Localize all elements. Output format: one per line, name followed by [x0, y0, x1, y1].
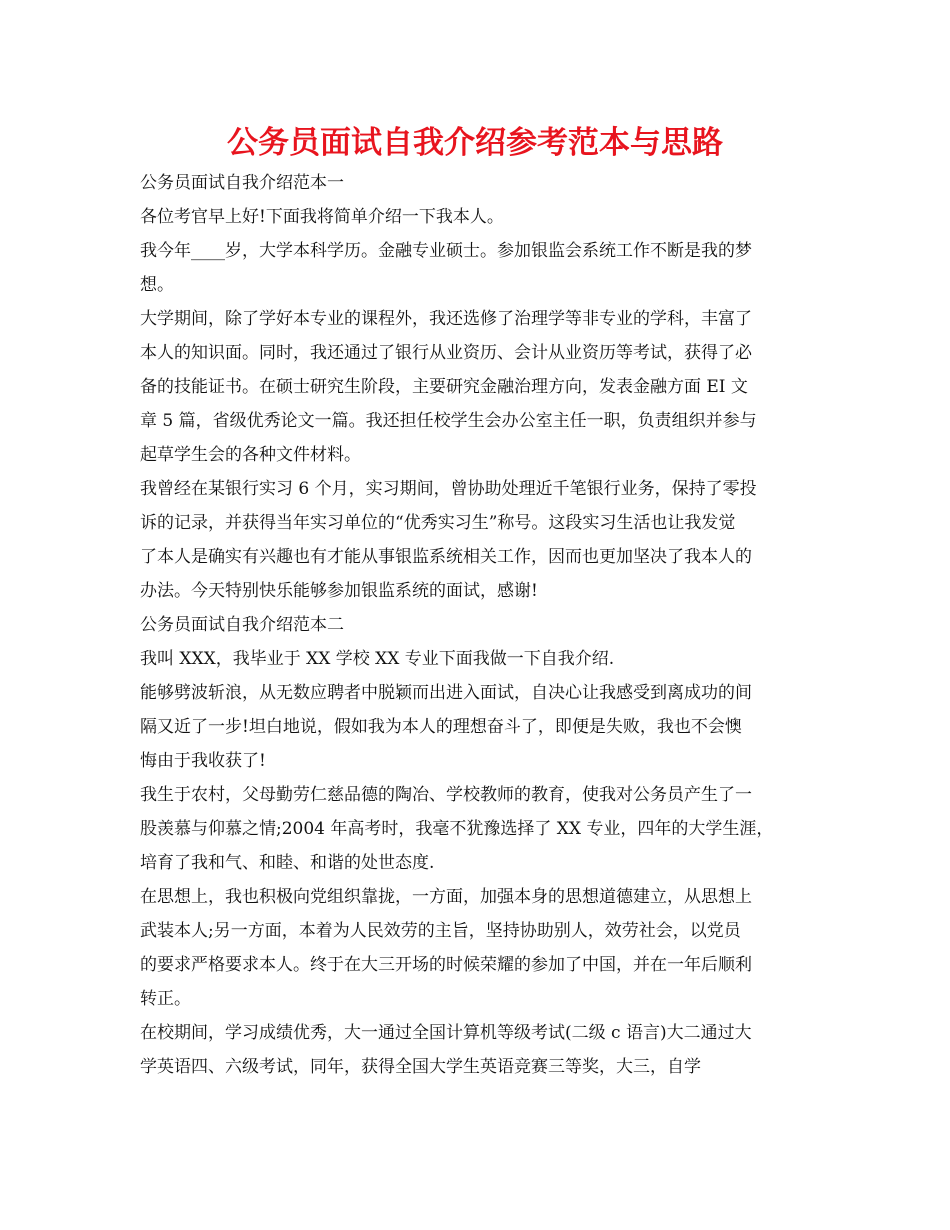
- text-line: 公务员面试自我介绍范本一: [140, 173, 344, 193]
- text-line: 能够劈波斩浪，从无数应聘者中脱颖而出进入面试，自决心让我感受到离成功的间: [140, 683, 752, 703]
- text-line: 在校期间，学习成绩优秀，大一通过全国计算机等级考试(二级 c 语言)大二通过大: [140, 1023, 752, 1043]
- text-line: 我曾经在某银行实习 6 个月，实习期间，曾协助处理近千笔银行业务，保持了零投: [140, 479, 757, 499]
- text-line: 转正。: [140, 989, 191, 1009]
- text-line: 大学期间，除了学好本专业的课程外，我还选修了治理学等非专业的学科，丰富了: [140, 309, 752, 329]
- text-line: 各位考官早上好!下面我将简单介绍一下我本人。: [140, 207, 504, 227]
- text-line: 的要求严格要求本人。终于在大三开场的时候荣耀的参加了中国，并在一年后顺利: [140, 955, 752, 975]
- text-line: 备的技能证书。在硕士研究生阶段，主要研究金融治理方向，发表金融方面 EI 文: [140, 377, 748, 397]
- text-line: 隔又近了一步!坦白地说，假如我为本人的理想奋斗了，即便是失败，我也不会懊: [140, 717, 742, 737]
- text-line: 股羡慕与仰慕之情;2004 年高考时，我毫不犹豫选择了 XX 专业，四年的大学生涯，: [140, 819, 774, 839]
- document-title: 公务员面试自我介绍参考范本与思路: [227, 125, 723, 161]
- document-body: [140, 166, 820, 1084]
- text-line: 培育了我和气、和睦、和谐的处世态度.: [140, 853, 435, 873]
- text-line: 武装本人;另一方面，本着为人民效劳的主旨，坚持协助别人，效劳社会，以党员: [140, 921, 741, 941]
- text-line: 章 5 篇，省级优秀论文一篇。我还担任校学生会办公室主任一职，负责组织并参与: [140, 411, 757, 431]
- text-line: 办法。今天特别快乐能够参加银监系统的面试，感谢!: [140, 581, 538, 601]
- text-line: 本人的知识面。同时，我还通过了银行从业资历、会计从业资历等考试，获得了必: [140, 343, 752, 363]
- text-line: 我叫 XXX，我毕业于 XX 学校 XX 专业下面我做一下自我介绍.: [140, 649, 615, 669]
- text-line: 诉的记录，并获得当年实习单位的“优秀实习生”称号。这段实习生活也让我发觉: [140, 513, 736, 533]
- text-line: 在思想上，我也积极向党组织靠拢，一方面，加强本身的思想道德建立，从思想上: [140, 887, 752, 907]
- text-line: 想。: [140, 275, 174, 295]
- text-line: 悔由于我收获了!: [140, 751, 266, 771]
- text-line: 我今年____岁，大学本科学历。金融专业硕士。参加银监会系统工作不断是我的梦: [140, 241, 752, 261]
- text-line: 我生于农村，父母勤劳仁慈品德的陶冶、学校教师的教育，使我对公务员产生了一: [140, 785, 752, 805]
- text-line: 公务员面试自我介绍范本二: [140, 615, 344, 635]
- text-line: 起草学生会的各种文件材料。: [140, 445, 361, 465]
- text-line: 了本人是确实有兴趣也有才能从事银监系统相关工作，因而也更加坚决了我本人的: [140, 547, 752, 567]
- text-line: 学英语四、六级考试，同年，获得全国大学生英语竞赛三等奖，大三，自学: [140, 1057, 701, 1077]
